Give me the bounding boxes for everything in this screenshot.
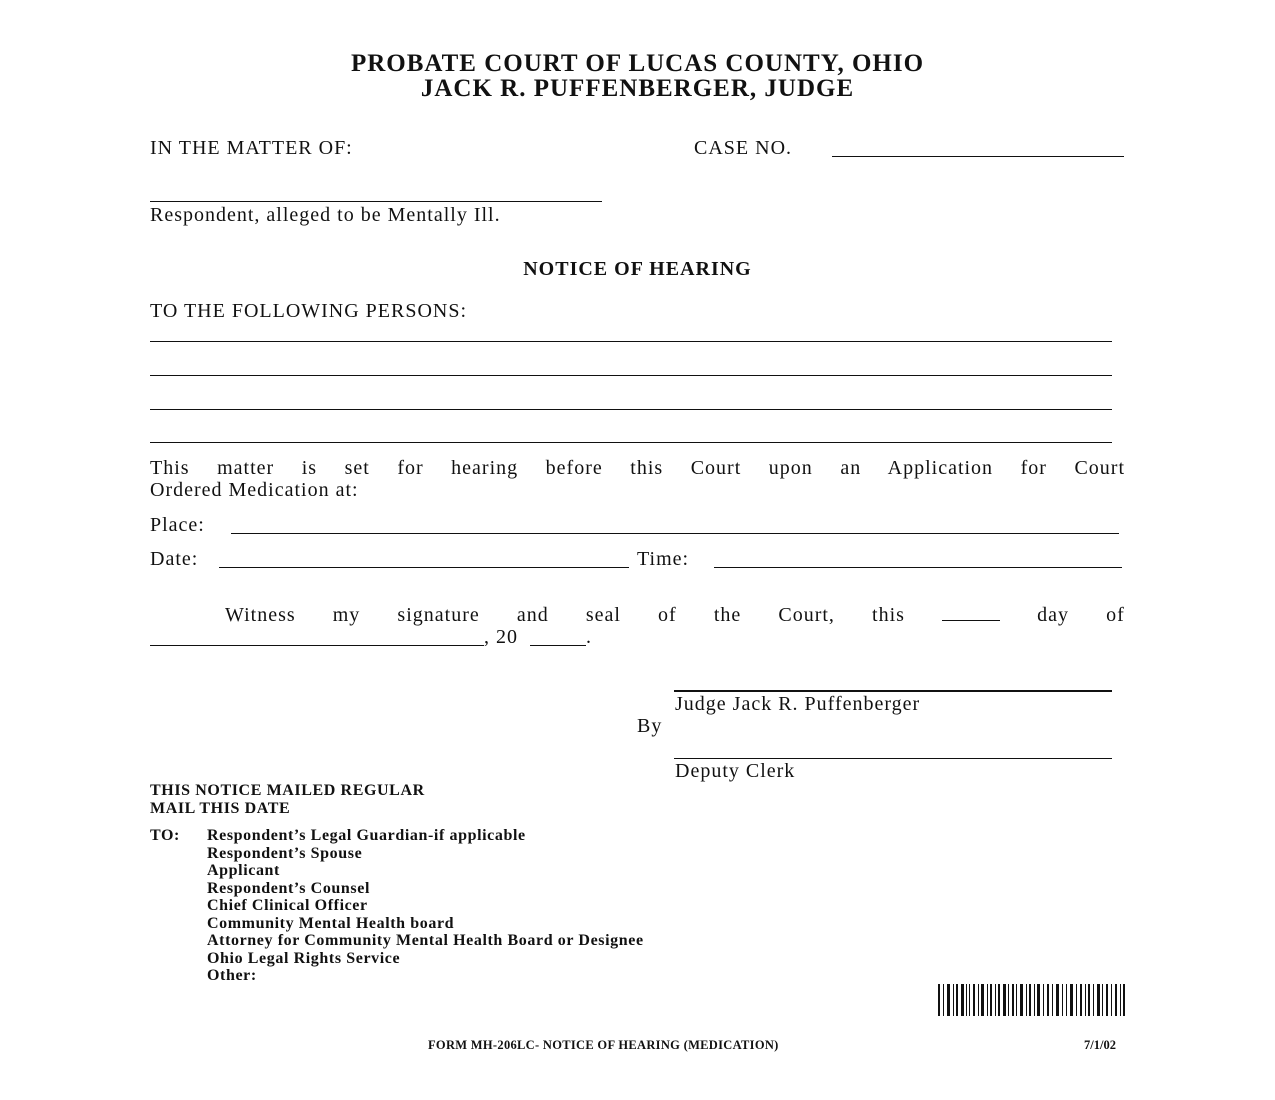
hearing-text-line2: Ordered Medication at: (150, 479, 359, 501)
judge-title: JACK R. PUFFENBERGER, JUDGE (420, 75, 855, 102)
witness-word: my (332, 604, 361, 626)
recipient-item: Respondent’s Legal Guardian-if applicable (207, 827, 526, 844)
recipient-item: Applicant (207, 862, 280, 879)
matter-label: IN THE MATTER OF: (150, 137, 353, 159)
recipient-item: Respondent’s Counsel (207, 879, 370, 897)
date-field[interactable] (219, 567, 629, 568)
mailed-notice-line1: THIS NOTICE MAILED REGULAR (150, 782, 425, 799)
year-prefix: , 20 (484, 626, 518, 648)
to-label: TO: (150, 827, 180, 844)
judge-signature-label: Judge Jack R. Puffenberger (675, 693, 921, 715)
year-field[interactable] (530, 645, 586, 646)
witness-word: Court, (778, 604, 835, 626)
case-no-field[interactable] (832, 156, 1124, 157)
witness-end: . (586, 626, 592, 648)
recipient-item: Chief Clinical Officer (207, 897, 368, 914)
deputy-clerk-label: Deputy Clerk (675, 760, 796, 782)
recipient-list (207, 827, 644, 985)
persons-line-4[interactable] (150, 442, 1112, 443)
place-field[interactable] (231, 533, 1119, 534)
respondent-name-field[interactable] (150, 201, 602, 202)
persons-line-2[interactable] (150, 375, 1112, 376)
hearing-text-line1: This matter is set for hearing before this Court upon an Application for Court (150, 457, 1125, 479)
time-field[interactable] (714, 567, 1122, 568)
day-field[interactable] (942, 604, 1000, 621)
witness-word: the (713, 604, 742, 626)
witness-word: seal (585, 604, 621, 626)
witness-word: Witness (225, 604, 296, 626)
case-no-label: CASE NO. (694, 137, 793, 159)
persons-label: TO THE FOLLOWING PERSONS: (150, 300, 468, 322)
persons-line-1[interactable] (150, 341, 1112, 342)
recipient-item: Other: (207, 967, 257, 984)
recipient-item: Ohio Legal Rights Service (207, 949, 401, 967)
barcode (936, 984, 1128, 1018)
recipient-item: Attorney for Community Mental Health Board or Designee (207, 932, 644, 949)
witness-word: and (516, 604, 549, 626)
witness-word: this (872, 604, 905, 626)
time-label: Time: (637, 548, 690, 570)
witness-word: of (658, 604, 677, 626)
witness-of-word: of (1106, 604, 1125, 626)
month-field[interactable] (150, 645, 484, 646)
court-title: PROBATE COURT OF LUCAS COUNTY, OHIO (350, 50, 925, 77)
notice-title: NOTICE OF HEARING (523, 258, 752, 280)
respondent-label: Respondent, alleged to be Mentally Ill. (150, 204, 501, 226)
by-label: By (637, 715, 663, 737)
judge-signature-line[interactable] (674, 690, 1112, 692)
form-id: FORM MH-206LC- NOTICE OF HEARING (MEDICATION) (428, 1038, 779, 1052)
recipient-item: Community Mental Health board (207, 914, 455, 932)
witness-word: signature (397, 604, 480, 626)
date-label: Date: (150, 548, 199, 570)
clerk-signature-line[interactable] (674, 758, 1112, 759)
mailed-notice-line2: MAIL THIS DATE (150, 800, 291, 817)
place-label: Place: (150, 514, 205, 536)
witness-day-word: day (1037, 604, 1070, 626)
form-date: 7/1/02 (1084, 1038, 1116, 1052)
persons-line-3[interactable] (150, 409, 1112, 410)
witness-line (225, 604, 1125, 626)
recipient-item: Respondent’s Spouse (207, 844, 363, 862)
